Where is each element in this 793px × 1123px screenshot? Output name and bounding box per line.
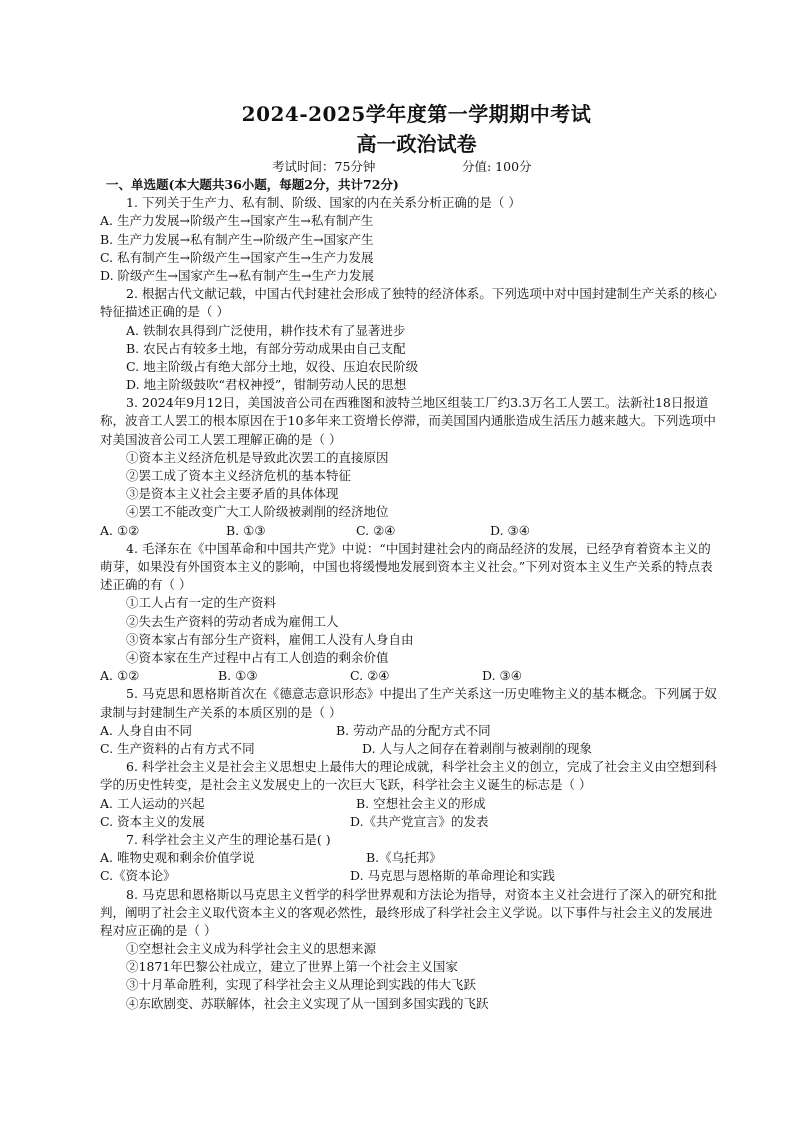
question-2-option-d: D. 地主阶级鼓吹“君权神授”，钳制劳动人民的思想 (126, 377, 407, 393)
exam-time: 考试时间：75分钟 (272, 159, 376, 174)
question-2-option-c: C. 地主阶级占有绝大部分土地，奴役、压迫农民阶级 (126, 358, 419, 374)
question-3-option-d: D. ③④ (490, 522, 530, 538)
exam-meta (272, 157, 532, 175)
question-2-option-a: A. 铁制农具得到广泛使用，耕作技术有了显著进步 (126, 322, 406, 338)
question-2-stem: 2. 根据古代文献记载，中国古代封建社会形成了独特的经济体系。下列选项中对中国封建制生产关系的核心特征描述正确的是（ ） (100, 286, 717, 320)
question-8-item-2: ②1871年巴黎公社成立，建立了世界上第一个社会主义国家 (126, 959, 458, 975)
question-7-option-c: C.《资本论》 (100, 868, 176, 884)
question-6-option-a: A. 工人运动的兴起 (100, 795, 205, 811)
question-3-option-b: B. ①③ (226, 522, 266, 538)
question-3-stem: 3. 2024年9月12日，美国波音公司在西雅图和波特兰地区组装工厂约3.3万名工人罢工。法新社18日报道称，波音工人罢工的根本原因在于10多年来工资增长停滞，而美国国内通胀造成生活压力越来越大。下列选项中对美国波音公司工人罢工理解正确的是（ ） (100, 395, 716, 447)
question-5-option-d: D. 人与人之间存在着剥削与被剥削的现象 (362, 740, 593, 756)
question-3-item-4: ④罢工不能改变广大工人阶级被剥削的经济地位 (126, 504, 389, 520)
question-4-item-2: ②失去生产资料的劳动者成为雇佣工人 (126, 613, 339, 629)
question-6-options-row2 (100, 813, 722, 831)
question-5-options-row2 (100, 740, 722, 758)
question-6-stem: 6. 科学社会主义是社会主义思想史上最伟大的理论成就，科学社会主义的创立，完成了社会主义由空想到科学的历史性转变，是社会主义发展史上的一次巨大飞跃，科学社会主义诞生的标志是（ ） (100, 759, 717, 793)
question-1-option-c: C. 私有制产生→阶级产生→国家产生→生产力发展 (100, 249, 374, 265)
question-1-option-d: D. 阶级产生→国家产生→私有制产生→生产力发展 (100, 267, 374, 283)
question-8-item-3: ③十月革命胜利，实现了科学社会主义从理论到实践的伟大飞跃 (126, 977, 477, 993)
question-4-options (100, 667, 722, 685)
question-6-option-d: D.《共产党宣言》的发表 (350, 813, 489, 829)
question-4-option-a: A. ①② (100, 668, 140, 684)
question-1-stem: 1. 下列关于生产力、私有制、阶级、国家的内在关系分析正确的是（ ） (126, 195, 521, 211)
question-5-option-c: C. 生产资料的占有方式不同 (100, 740, 255, 756)
question-3-item-2: ②罢工成了资本主义经济危机的基本特征 (126, 468, 352, 484)
question-4-item-4: ④资本家在生产过程中占有工人创造的剩余价值 (126, 650, 389, 665)
question-3-options (100, 522, 722, 540)
question-7-option-d: D. 马克思与恩格斯的革命理论和实践 (350, 868, 556, 884)
exam-subtitle: 高一政治试卷 (356, 132, 477, 156)
question-2-option-b: B. 农民占有较多土地，有部分劳动成果由自己支配 (126, 340, 406, 356)
question-4-option-c: C. ②④ (350, 668, 390, 684)
question-4-option-d: D. ③④ (482, 668, 522, 684)
question-6-options-row1 (100, 795, 722, 813)
section-heading: 一、单选题(本大题共36小题，每题2分，共计72分) (106, 177, 399, 192)
question-5-stem: 5. 马克思和恩格斯首次在《德意志意识形态》中提出了生产关系这一历史唯物主义的基本概念。下列属于奴隶制与封建制生产关系的本质区别的是（ ） (100, 686, 717, 720)
question-4-option-b: B. ①③ (218, 668, 258, 684)
question-4-stem: 4. 毛泽东在《中国革命和中国共产党》中说：“中国封建社会内的商品经济的发展，已经孕育着资本主义的萌芽，如果没有外国资本主义的影响，中国也将缓慢地发展到资本主义社会。”下列对资本主义生产关系的特点表述正确的有（ ） (100, 540, 713, 593)
question-1-option-a: A. 生产力发展→阶级产生→国家产生→私有制产生 (100, 213, 374, 229)
exam-score: 分值: 100分 (462, 159, 532, 174)
question-6-option-c: C. 资本主义的发展 (100, 813, 205, 829)
question-7-options-row2 (100, 867, 722, 885)
question-3-item-1: ①资本主义经济危机是导致此次罢工的直接原因 (126, 449, 389, 465)
question-4-item-3: ③资本家占有部分生产资料，雇佣工人没有人身自由 (126, 631, 414, 647)
question-7-stem: 7. 科学社会主义产生的理论基石是( ) (126, 831, 331, 847)
question-1-option-b: B. 生产力发展→私有制产生→阶级产生→国家产生 (100, 231, 374, 247)
question-8-item-1: ①空想社会主义成为科学社会主义的思想来源 (126, 941, 377, 957)
question-5-option-a: A. 人身自由不同 (100, 722, 192, 738)
question-7-options-row1 (100, 849, 722, 867)
question-4-item-1: ①工人占有一定的生产资料 (126, 595, 277, 611)
exam-content (100, 176, 722, 1013)
question-7-option-a: A. 唯物史观和剩余价值学说 (100, 850, 255, 866)
question-5-options-row1 (100, 722, 722, 740)
question-6-option-b: B. 空想社会主义的形成 (356, 795, 486, 811)
exam-title: 2024-2025学年度第一学期期中考试 (241, 102, 592, 126)
question-8-stem: 8. 马克思和恩格斯以马克思主义哲学的科学世界观和方法论为指导，对资本主义社会进行了深入的研究和批判，阐明了社会主义取代资本主义的客观必然性，最终形成了科学社会主义学说。以下事件与社会主义的发展进程对应正确的是（ ） (100, 886, 717, 938)
question-8-item-4: ④东欧剧变、苏联解体，社会主义实现了从一国到多国实践的飞跃 (126, 995, 489, 1011)
question-5-option-b: B. 劳动产品的分配方式不同 (336, 722, 491, 738)
question-3-option-c: C. ②④ (356, 522, 396, 538)
question-3-option-a: A. ①② (100, 522, 140, 538)
question-7-option-b: B.《乌托邦》 (366, 850, 442, 866)
question-3-item-3: ③是资本主义社会主要矛盾的具体体现 (126, 486, 339, 502)
